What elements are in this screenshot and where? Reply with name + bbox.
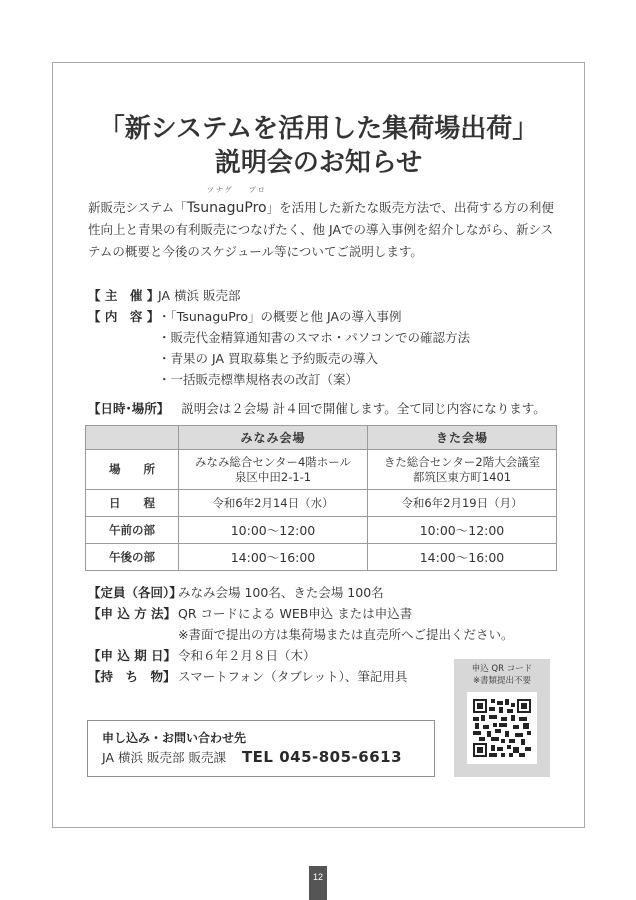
schedule-table [85, 425, 557, 571]
qr-caption-2: ※書類提出不要 [472, 676, 532, 686]
qr-code-box [454, 659, 550, 777]
contact-org: JA 横浜 販売部 販売課 [102, 750, 226, 765]
intro-line-3: テムの概要と今後のスケジュール等についてご説明します。 [88, 244, 423, 259]
content-item: ・青果の JA 買取募集と予約販売の導入 [158, 351, 378, 366]
deadline-label: 【申 込 期 日】 [88, 648, 177, 663]
schedule-intro [88, 400, 546, 418]
method-value: QR コードによる WEB申込 または申込書 [178, 606, 413, 621]
table-row-place [86, 450, 557, 490]
table-header-row [86, 426, 557, 450]
ruby-pro: プロ [248, 186, 267, 194]
table-row-morning [86, 517, 557, 544]
ruby-tsunagu: ツナグ [206, 186, 234, 194]
cell-north-date: 令和6年2月19日（月） [368, 490, 557, 517]
method-note: ※書面で提出の方は集荷場または直売所へご提出ください。 [178, 627, 514, 642]
row-label: 場 所 [86, 450, 179, 490]
cell-south-morning: 10:00～12:00 [179, 517, 368, 544]
table-header-north: きた会場 [368, 426, 557, 450]
intro-line-2: 性向上と青果の有利販売につなげたく、他 JAでの導入事例を紹介しながら、新シス [88, 222, 554, 237]
row-label: 日 程 [86, 490, 179, 517]
title-line-2: 説明会のお知らせ [214, 148, 423, 178]
host-label: 【 主 催 】 [88, 288, 160, 303]
title-line-1: 「新システムを活用した集荷場出荷」 [98, 114, 539, 144]
deadline-value: 令和６年２月８日（木） [178, 648, 316, 663]
capacity-row [88, 582, 558, 603]
info-section [88, 285, 558, 390]
qr-code-icon[interactable] [467, 692, 537, 764]
row-label: 午前の部 [86, 517, 179, 544]
cell-north-place: きた総合センター2階大会議室 都筑区東方町1401 [368, 450, 557, 490]
table-header-south: みなみ会場 [179, 426, 368, 450]
content-row [88, 306, 558, 327]
cell-south-date: 令和6年2月14日（水） [179, 490, 368, 517]
contact-line [102, 747, 434, 768]
host-row [88, 285, 558, 306]
bring-label: 【持 ち 物】 [88, 669, 176, 684]
contact-box [87, 720, 435, 777]
method-label: 【申 込 方 法】 [88, 606, 177, 621]
bring-value: スマートフォン（タブレット）、筆記用具 [178, 669, 408, 684]
qr-caption-1: 申込 QR コード [471, 664, 533, 674]
schedule-label: 【日時･場所】 [88, 401, 170, 416]
content-item: ・一括販売標準規格表の改訂（案） [158, 372, 359, 387]
content-item: ・販売代金精算通知書のスマホ・パソコンでの確認方法 [158, 330, 471, 345]
cell-south-place: みなみ総合センター4階ホール 泉区中田2-1-1 [179, 450, 368, 490]
capacity-value: みなみ会場 100名、きた会場 100名 [178, 585, 384, 600]
schedule-text: 説明会は２会場 計４回で開催します。全て同じ内容になります。 [181, 401, 546, 416]
cell-north-afternoon: 14:00～16:00 [368, 544, 557, 571]
table-header-corner [86, 426, 179, 450]
table-row-date [86, 490, 557, 517]
page-title [52, 112, 585, 180]
cell-north-morning: 10:00～12:00 [368, 517, 557, 544]
page-number: 12 [309, 866, 327, 900]
table-row-afternoon [86, 544, 557, 571]
intro-line-1: 新販売システム「 ツナグ プロ TsunaguPro」を活用した新たな販売方法で、出荷する方の利便 [88, 197, 558, 219]
method-row [88, 603, 558, 624]
contact-tel[interactable]: TEL 045-805-6613 [241, 748, 403, 766]
host-value: JA 横浜 販売部 [158, 288, 241, 303]
capacity-label: 【定員（各回）】 [88, 585, 182, 600]
content-item: ・「TsunaguPro」の概要と他 JAの導入事例 [158, 309, 402, 324]
contact-title: 申し込み・お問い合わせ先 [102, 731, 247, 745]
content-label: 【 内 容 】 [88, 309, 160, 324]
brand-name: ツナグ プロ TsunaguPro [186, 186, 267, 216]
intro-paragraph [88, 186, 558, 263]
row-label: 午後の部 [86, 544, 179, 571]
cell-south-afternoon: 14:00～16:00 [179, 544, 368, 571]
